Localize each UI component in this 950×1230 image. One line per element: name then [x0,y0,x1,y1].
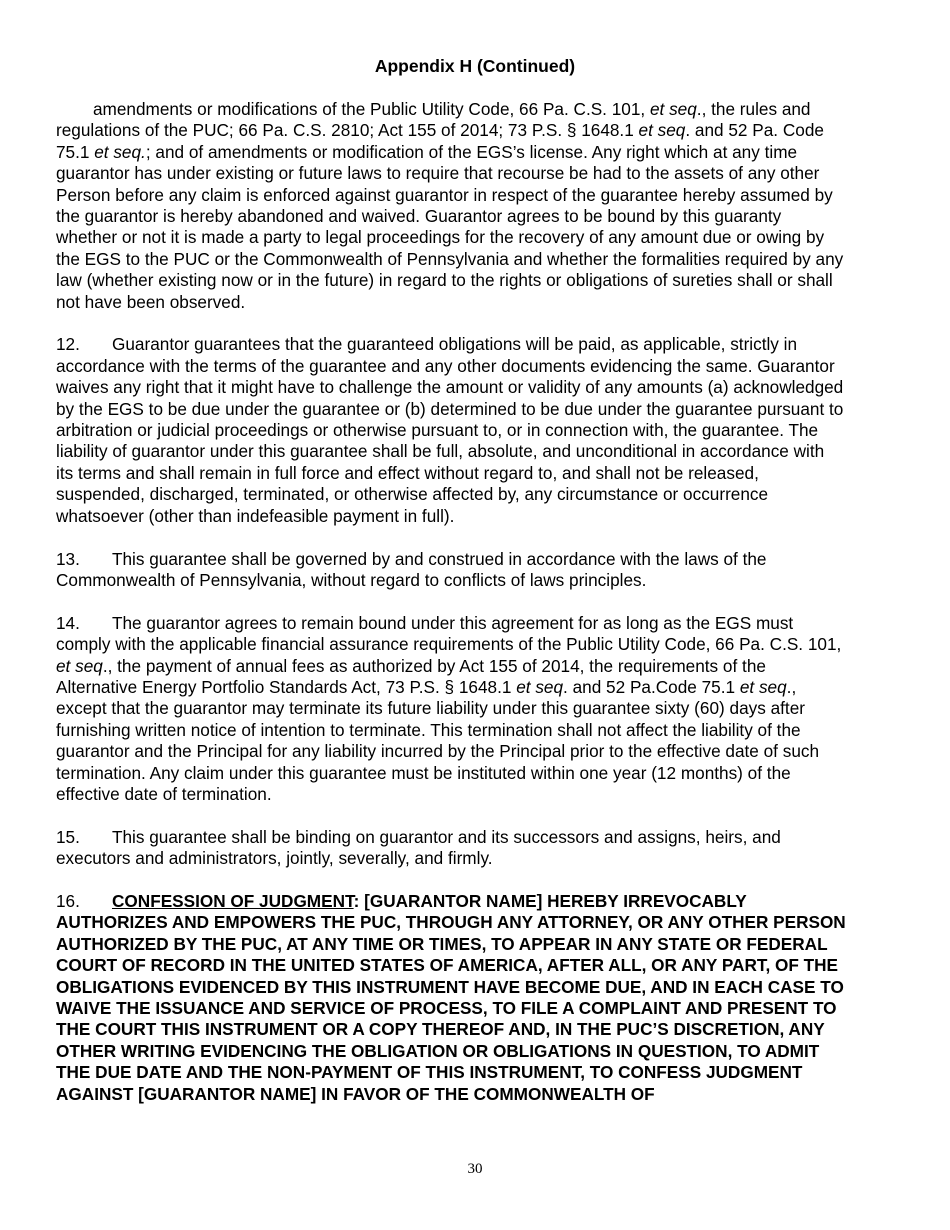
paragraph-number: 14. [56,612,80,633]
italic-run: et seq [516,676,564,697]
paragraph-text: [GUARANTOR NAME] HEREBY IRREVOCABLY AUTHORIZES AND EMPOWERS THE PUC, THROUGH ANY ATTORNEY, OR ANY OTHER PERSON AUTHORIZED BY THE PUC, AT ANY TIME OR TIMES, TO APPEAR IN ANY STATE OR FEDERAL COURT OF RECORD IN THE UNITED STATES OF AMERICA, AFTER ALL, OR ANY PART, OF THE OBLIGATIONS EVIDENCED BY THIS INSTRUMENT HAVE BECOME DUE, AND IN EACH CASE TO WAIVE THE ISSUANCE AND SERVICE OF PROCESS, TO FILE A COMPLAINT AND PRESENT TO THE COURT THIS INSTRUMENT OR A COPY THEREOF AND, IN THE PUC’S DISCRETION, ANY OTHER WRITING EVIDENCING THE OBLIGATION OR OBLIGATIONS IN QUESTION, TO ADMIT THE DUE DATE AND THE NON-PAYMENT OF THIS INSTRUMENT, TO CONFESS JUDGMENT AGAINST [GUARANTOR NAME] IN FAVOR OF THE COMMONWEALTH OF [56,890,846,1104]
text-run: : [353,890,360,911]
paragraph-12 [56,334,846,527]
paragraph-16-confession-of-judgment [56,891,846,1105]
paragraph-text: This guarantee shall be binding on guarantor and its successors and assigns, heirs, and executors and administrators, jointly, severally, and firmly. [56,826,781,869]
paragraph-14 [56,613,846,806]
text-run: The guarantor agrees to remain bound under this agreement for as long as the EGS must comply with the applicable financial assurance requirements of the Public Utility Code, 66 Pa. C.S. 101, [56,612,842,655]
text-run: ., the payment of annual fees as authorized by Act 155 of 2014, the requirements of the Alternative Energy Portfolio Standards Act, 73 P.S. § 1648.1 [56,655,766,697]
italic-run: et seq [649,99,697,119]
italic-run: et seq [56,655,103,676]
text-run: . and 52 Pa.Code 75.1 [563,676,740,697]
page-title: Appendix H (Continued) [374,56,576,76]
paragraph-number: 13. [56,548,80,569]
text-run: ., the rules and regulations of the PUC; 66 Pa. C.S. 2810; Act 155 of 2014; 73 P.S. § 1648.1 [56,99,811,141]
italic-run: et seq [638,120,686,141]
paragraph-number: 12. [56,334,80,355]
paragraph-11-continued [56,99,846,313]
italic-run: et seq [739,676,787,697]
paragraph-text: This guarantee shall be governed by and construed in accordance with the laws of the Commonwealth of Pennsylvania, without regard to conflicts of laws principles. [56,548,767,590]
text-run: amendments or modifications of the Public Utility Code, 66 Pa. C.S. 101, [93,99,650,119]
text-run: . and 52 Pa. Code 75.1 [56,120,824,162]
paragraph-number: 15. [56,826,80,847]
paragraph-text: Guarantor guarantees that the guaranteed obligations will be paid, as applicable, strictly in accordance with the terms of the guarantee and any other documents evidencing the same. Guarantor waives any right that it might have to challenge the amount or validity of any amounts (a) acknowledged by the EGS to be due under the guarantee or (b) determined to be due under the guarantee pursuant to arbitration or judicial proceedings or otherwise pursuant to, or in connection with, the guarantee. The liability of guarantor under this guarantee shall be full, absolute, and unconditional in accordance with its terms and shall remain in full force and effect without regard to, and shall not be released, suspended, discharged, terminated, or otherwise affected by, any circumstance or occurrence whatsoever (other than indefeasible payment in full). [56,334,844,526]
document-body [56,99,846,1126]
confession-heading: CONFESSION OF JUDGMENT [112,890,354,911]
italic-run: et seq. [94,141,146,162]
paragraph-13 [56,549,846,592]
paragraph-number: 16. [56,890,80,911]
paragraph-15 [56,827,846,870]
page-number: 30 [467,1161,483,1177]
text-run: ; and of amendments or modification of the EGS’s license. Any right which at any time guarantor has under existing or future laws to require that recourse be had to the assets of any other Person before any claim is enforced against guarantor in respect of the guarantee hereby assumed by the guarantor is hereby abandoned and waived. Guarantor agrees to be bound by this guaranty whether or not it is made a party to legal proceedings for the recovery of any amount due or owing by the EGS to the PUC or the Commonwealth of Pennsylvania and whether the formalities required by any law (whether existing now or in the future) in regard to the rights or obligations of sureties shall or shall not have been observed. [56,141,844,312]
text-run: ., except that the guarantor may terminate its future liability under this guarantee sixty (60) days after furnishing written notice of intention to terminate. This termination shall not affect the liability of the guarantor and the Principal for any liability incurred by the Principal prior to the effective date of such termination. Any claim under this guarantee must be instituted within one year (12 months) of the effective date of termination. [56,676,820,804]
